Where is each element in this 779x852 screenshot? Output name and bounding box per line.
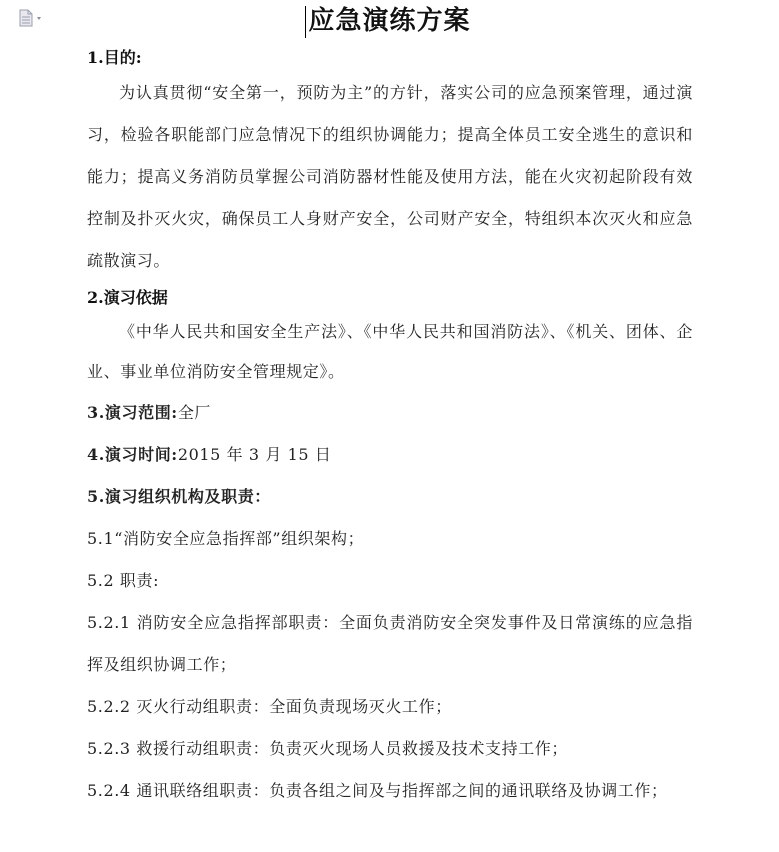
section-basis-heading: 2.演习依据 <box>87 288 168 307</box>
item-5-2: 5.2 职责: <box>87 571 160 590</box>
item-5-1: 5.1“消防安全应急指挥部”组织架构； <box>87 529 365 548</box>
section-scope-value: 全厂 <box>177 403 212 422</box>
section-time-value: 2015 年 3 月 15 日 <box>177 445 332 464</box>
document-title[interactable] <box>308 3 470 39</box>
document-body[interactable] <box>87 44 693 812</box>
section-organization-heading: 5.演习组织机构及职责： <box>87 487 271 506</box>
text-cursor <box>305 6 306 38</box>
section-scope-label: 3.演习范围: <box>87 403 178 422</box>
section-scope <box>87 392 693 434</box>
section-time <box>87 434 693 476</box>
item-5-2-3: 5.2.3 救援行动组职责：负责灭火现场人员救援及技术支持工作； <box>87 739 568 758</box>
item-5-2-2: 5.2.2 灭火行动组职责：全面负责现场灭火工作； <box>87 697 452 716</box>
item-5-2-1: 5.2.1 消防安全应急指挥部职责：全面负责消防安全突发事件及日常演练的应急指挥及组织协调工作； <box>87 613 693 674</box>
document-title-text: 应急演练方案 <box>308 6 471 36</box>
section-basis-paragraph: 《中华人民共和国安全生产法》、《中华人民共和国消防法》、《机关、团体、企业、事业单位消防安全管理规定》。 <box>87 322 693 381</box>
item-5-2-4: 5.2.4 通讯联络组职责：负责各组之间及与指挥部之间的通讯联络及协调工作； <box>87 781 668 800</box>
section-purpose-paragraph: 为认真贯彻“安全第一，预防为主”的方针，落实公司的应急预案管理，通过演习，检验各职能部门应急情况下的组织协调能力；提高全体员工安全逃生的意识和能力；提高义务消防员掌握公司消防器材性能及使用方法，能在火灾初起阶段有效控制及扑灭火灾，确保员工人身财产安全，公司财产安全，特组织本次灭火和应急疏散演习。 <box>87 83 693 270</box>
section-time-label: 4.演习时间: <box>87 445 178 464</box>
section-purpose-heading: 1.目的: <box>87 48 142 67</box>
title-area <box>0 3 779 39</box>
